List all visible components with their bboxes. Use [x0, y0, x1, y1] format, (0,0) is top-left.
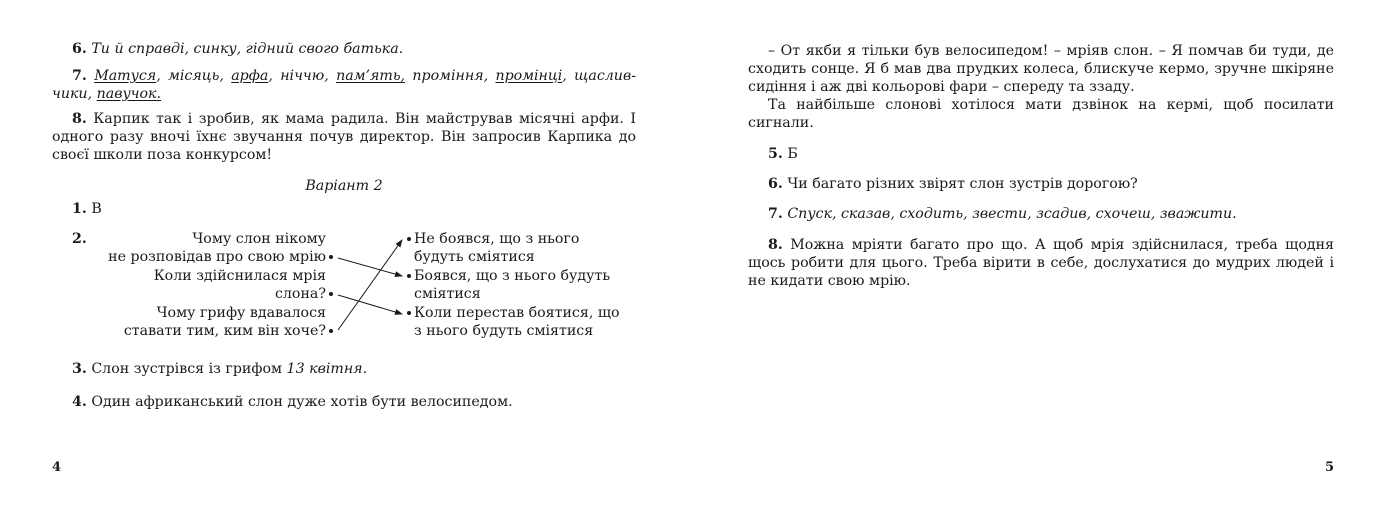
- arrow-q3-a1: [338, 240, 402, 330]
- answer-text: Можна мріяти багато про що. А щоб мрія здійснилася, треба щодня щось робити для цього. Треба вірити в себе, дослухатися до мудрих людей і не кидати свою мрію.: [748, 237, 1334, 289]
- underlined-word: арфа: [231, 68, 269, 84]
- v2-answer-3: [52, 360, 636, 378]
- v2-answer-4: [52, 393, 636, 411]
- answer-line: будуть сміятися: [414, 249, 535, 265]
- question-line: не розповідав про свою мрію: [108, 248, 336, 266]
- question-line: Коли здійснилася мрія: [153, 268, 326, 284]
- answer-6: [748, 175, 1334, 193]
- answer-option-2: [404, 267, 610, 303]
- question-line: Чому слон нікому: [192, 231, 326, 247]
- left-page: [52, 0, 636, 518]
- answer-text: Чи багато різних звірят слон зустрів дорогою?: [787, 176, 1138, 192]
- underlined-word: павучок.: [96, 86, 162, 102]
- question-line: Чому грифу вдавалося: [156, 305, 326, 321]
- answer-date: 13 квітня: [286, 361, 363, 377]
- answer-number: 1.: [72, 201, 87, 217]
- story-paragraph-1: – От якби я тільки був велосипедом! – мріяв слон. – Я помчав би туди, де сходить сонце. Я б мав два прудких колеса, блискуче кермо, зручне шкіряне сидіння і аж дві кольорові фари – спереду та ззаду.: [748, 43, 1334, 95]
- answer-line: Коли перестав боятися, що: [404, 304, 620, 322]
- answer-line: сміятися: [414, 286, 481, 302]
- answer-number: 4.: [72, 394, 87, 410]
- answer-7: [748, 205, 1334, 223]
- answer-number: 7.: [768, 206, 783, 222]
- word-sep: проміння,: [405, 68, 496, 84]
- answer-number: 6.: [72, 41, 87, 57]
- question-line: слона?: [154, 285, 336, 303]
- answer-text: Карпик так і зробив, як мама радила. Він майстрував місячні арфи. І одного разу вночі їхнє звучання почув директор. Він запросив Карпика до своєї школи поза конкурсом!: [52, 111, 636, 163]
- answer-text: Слон зустрівся із грифом: [91, 361, 287, 377]
- answer-text: В: [91, 201, 102, 217]
- answer-6: [52, 40, 636, 58]
- matching-exercise: [52, 230, 636, 350]
- answer-line: Боявся, що з нього будуть: [404, 267, 610, 285]
- answer-number: 3.: [72, 361, 87, 377]
- answer-8: [748, 236, 1334, 290]
- answer-5: [748, 145, 1334, 163]
- answer-number: 6.: [768, 176, 783, 192]
- answer-text: Ти й справді, синку, гідний свого батька.: [91, 41, 404, 57]
- page-number: 5: [1324, 460, 1334, 475]
- word-sep: , щаслив-: [562, 68, 636, 84]
- answer-7: [52, 67, 636, 103]
- right-page: [748, 0, 1334, 518]
- arrow-q2-a3: [338, 295, 402, 314]
- answer-text: Спуск, сказав, сходить, звести, зсадив, схочеш, зважити.: [787, 206, 1237, 222]
- bullet-dot: [407, 237, 411, 241]
- underlined-word: пам’ять,: [336, 68, 406, 84]
- answer-line: Не боявся, що з нього: [404, 230, 579, 248]
- answer-number: 7.: [72, 68, 87, 84]
- answer-text: Один африканський слон дуже хотів бути велосипедом.: [91, 394, 513, 410]
- answer-line: з нього будуть сміятися: [414, 323, 594, 339]
- answer-text: Б: [787, 146, 798, 162]
- question-line: ставати тим, ким він хоче?: [124, 322, 336, 340]
- v2-answer-1: [52, 200, 636, 218]
- word-sep: , ніччю,: [268, 68, 337, 84]
- word-list: [52, 68, 636, 102]
- page-number: 4: [52, 460, 62, 475]
- variant-heading: Варіант 2: [305, 178, 383, 194]
- answer-option-1: [404, 230, 579, 266]
- underlined-word: Матуся: [94, 68, 157, 84]
- bullet-dot: [407, 311, 411, 315]
- answer-number: 8.: [72, 111, 87, 127]
- answer-option-3: [404, 304, 620, 340]
- answer-number: 8.: [768, 237, 783, 253]
- arrow-q1-a2: [338, 258, 402, 276]
- story-paragraph-2: Та найбільше слонові хотілося мати дзвінок на кермі, щоб посилати сигнали.: [748, 97, 1334, 131]
- answer-8: [52, 110, 636, 164]
- answer-number: 5.: [768, 146, 783, 162]
- word-sep: , місяць,: [156, 68, 232, 84]
- bullet-dot: [407, 274, 411, 278]
- word-sep: чики,: [52, 86, 97, 102]
- answers-column: [404, 230, 636, 350]
- answer-number: 2.: [72, 231, 87, 247]
- underlined-word: промінці: [495, 68, 563, 84]
- punctuation: .: [362, 361, 368, 377]
